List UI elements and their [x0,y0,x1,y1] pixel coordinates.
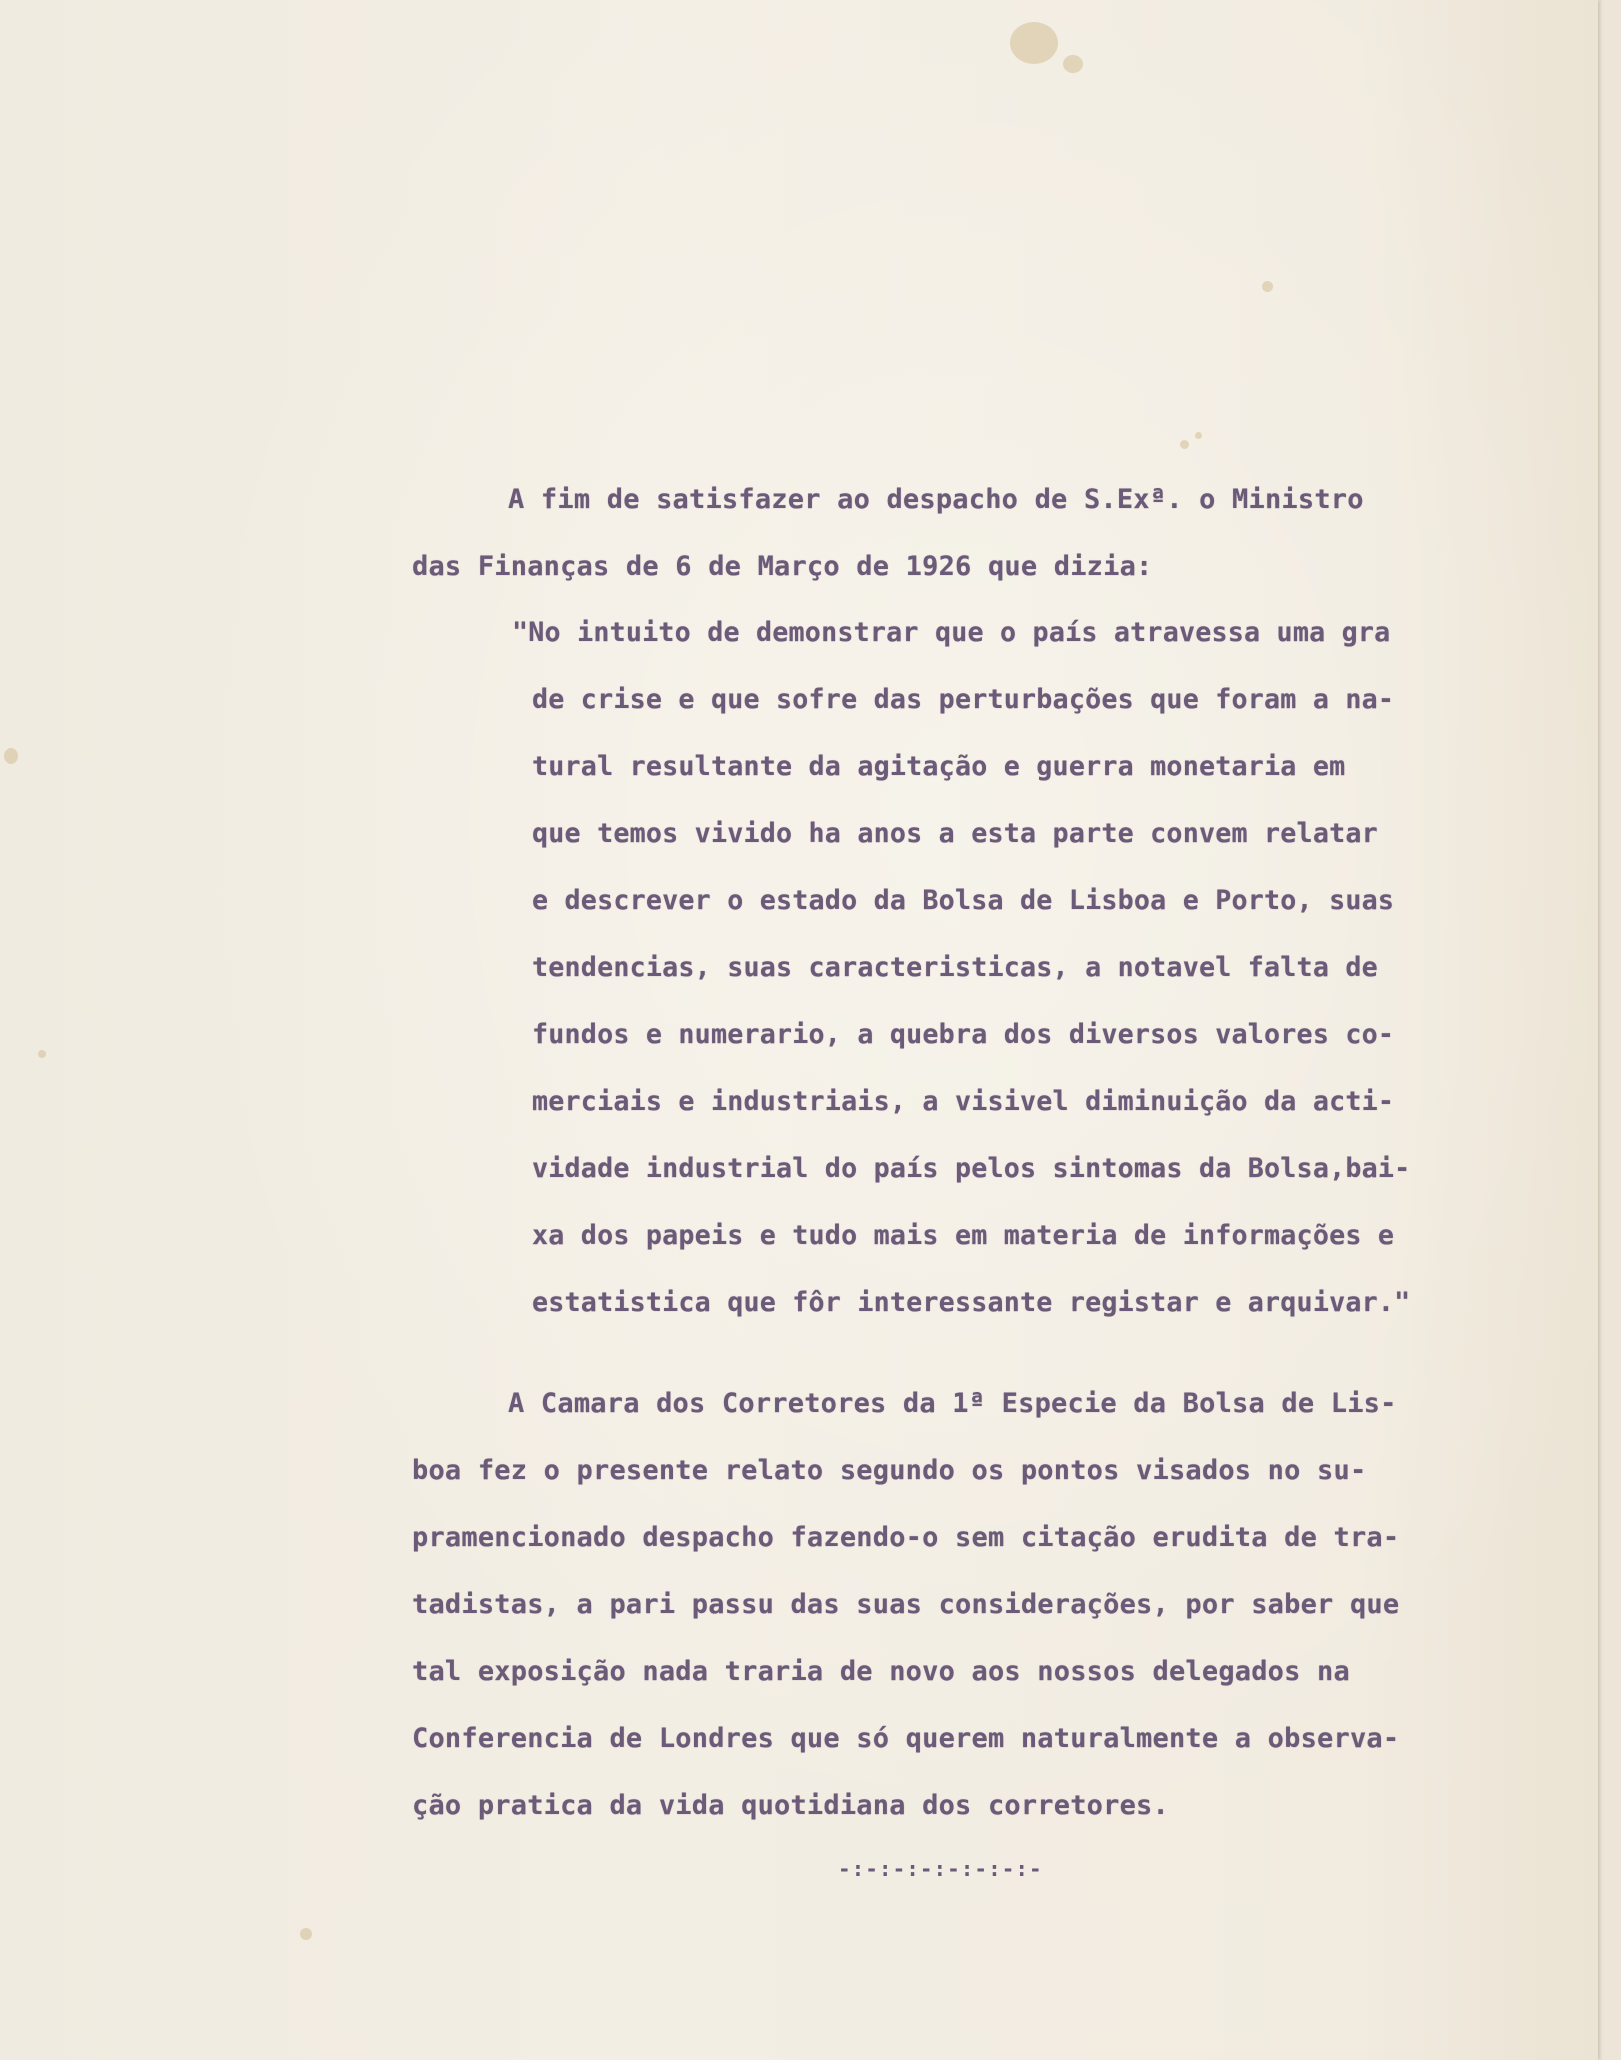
paragraph-2-line: tadistas, a pari passu das suas considerações, por saber que [412,1589,1400,1620]
stain-spot [38,1050,46,1058]
stain-spot [1010,22,1058,64]
section-divider: -:-:-:-:-:-:-:- [838,1857,1043,1881]
quote-line: e descrever o estado da Bolsa de Lisboa e Porto, suas [532,885,1395,916]
paragraph-2-line: boa fez o presente relato segundo os pontos visados no su- [412,1455,1367,1486]
quote-line: tural resultante da agitação e guerra monetaria em [532,751,1346,782]
stain-spot [4,748,18,764]
paragraph-2-line: tal exposição nada traria de novo aos nossos delegados na [412,1656,1350,1687]
paragraph-2-line: ção pratica da vida quotidiana dos corretores. [412,1790,1169,1821]
paragraph-2-line: Conferencia de Londres que só querem naturalmente a observa- [412,1723,1400,1754]
quote-line: "No intuito de demonstrar que o país atravessa uma gra [512,617,1391,648]
quote-line: fundos e numerario, a quebra dos diversos valores co- [532,1019,1395,1050]
quote-line: estatistica que fôr interessante registar e arquivar." [532,1287,1411,1318]
quote-line: tendencias, suas caracteristicas, a notavel falta de [532,952,1378,983]
quote-line: merciais e industriais, a visivel diminuição da acti- [532,1086,1395,1117]
paragraph-1-line: das Finanças de 6 de Março de 1926 que dizia: [412,551,1153,582]
stain-spot [1180,440,1189,449]
stain-spot [300,1928,312,1940]
paragraph-2-line: pramencionado despacho fazendo-o sem citação erudita de tra- [412,1522,1400,1553]
paragraph-2-line: A Camara dos Corretores da 1ª Especie da Bolsa de Lis- [508,1388,1397,1419]
quote-line: xa dos papeis e tudo mais em materia de informações e [532,1220,1395,1251]
quote-line: que temos vivido ha anos a esta parte convem relatar [532,818,1378,849]
stain-spot [1063,55,1083,73]
quote-line: vidade industrial do país pelos sintomas da Bolsa,bai- [532,1153,1411,1184]
quote-line: de crise e que sofre das perturbações que foram a na- [532,684,1395,715]
paragraph-1-line: A fim de satisfazer ao despacho de S.Exª. o Ministro [508,484,1364,515]
stain-spot [1195,432,1202,439]
stain-spot [1262,281,1273,292]
